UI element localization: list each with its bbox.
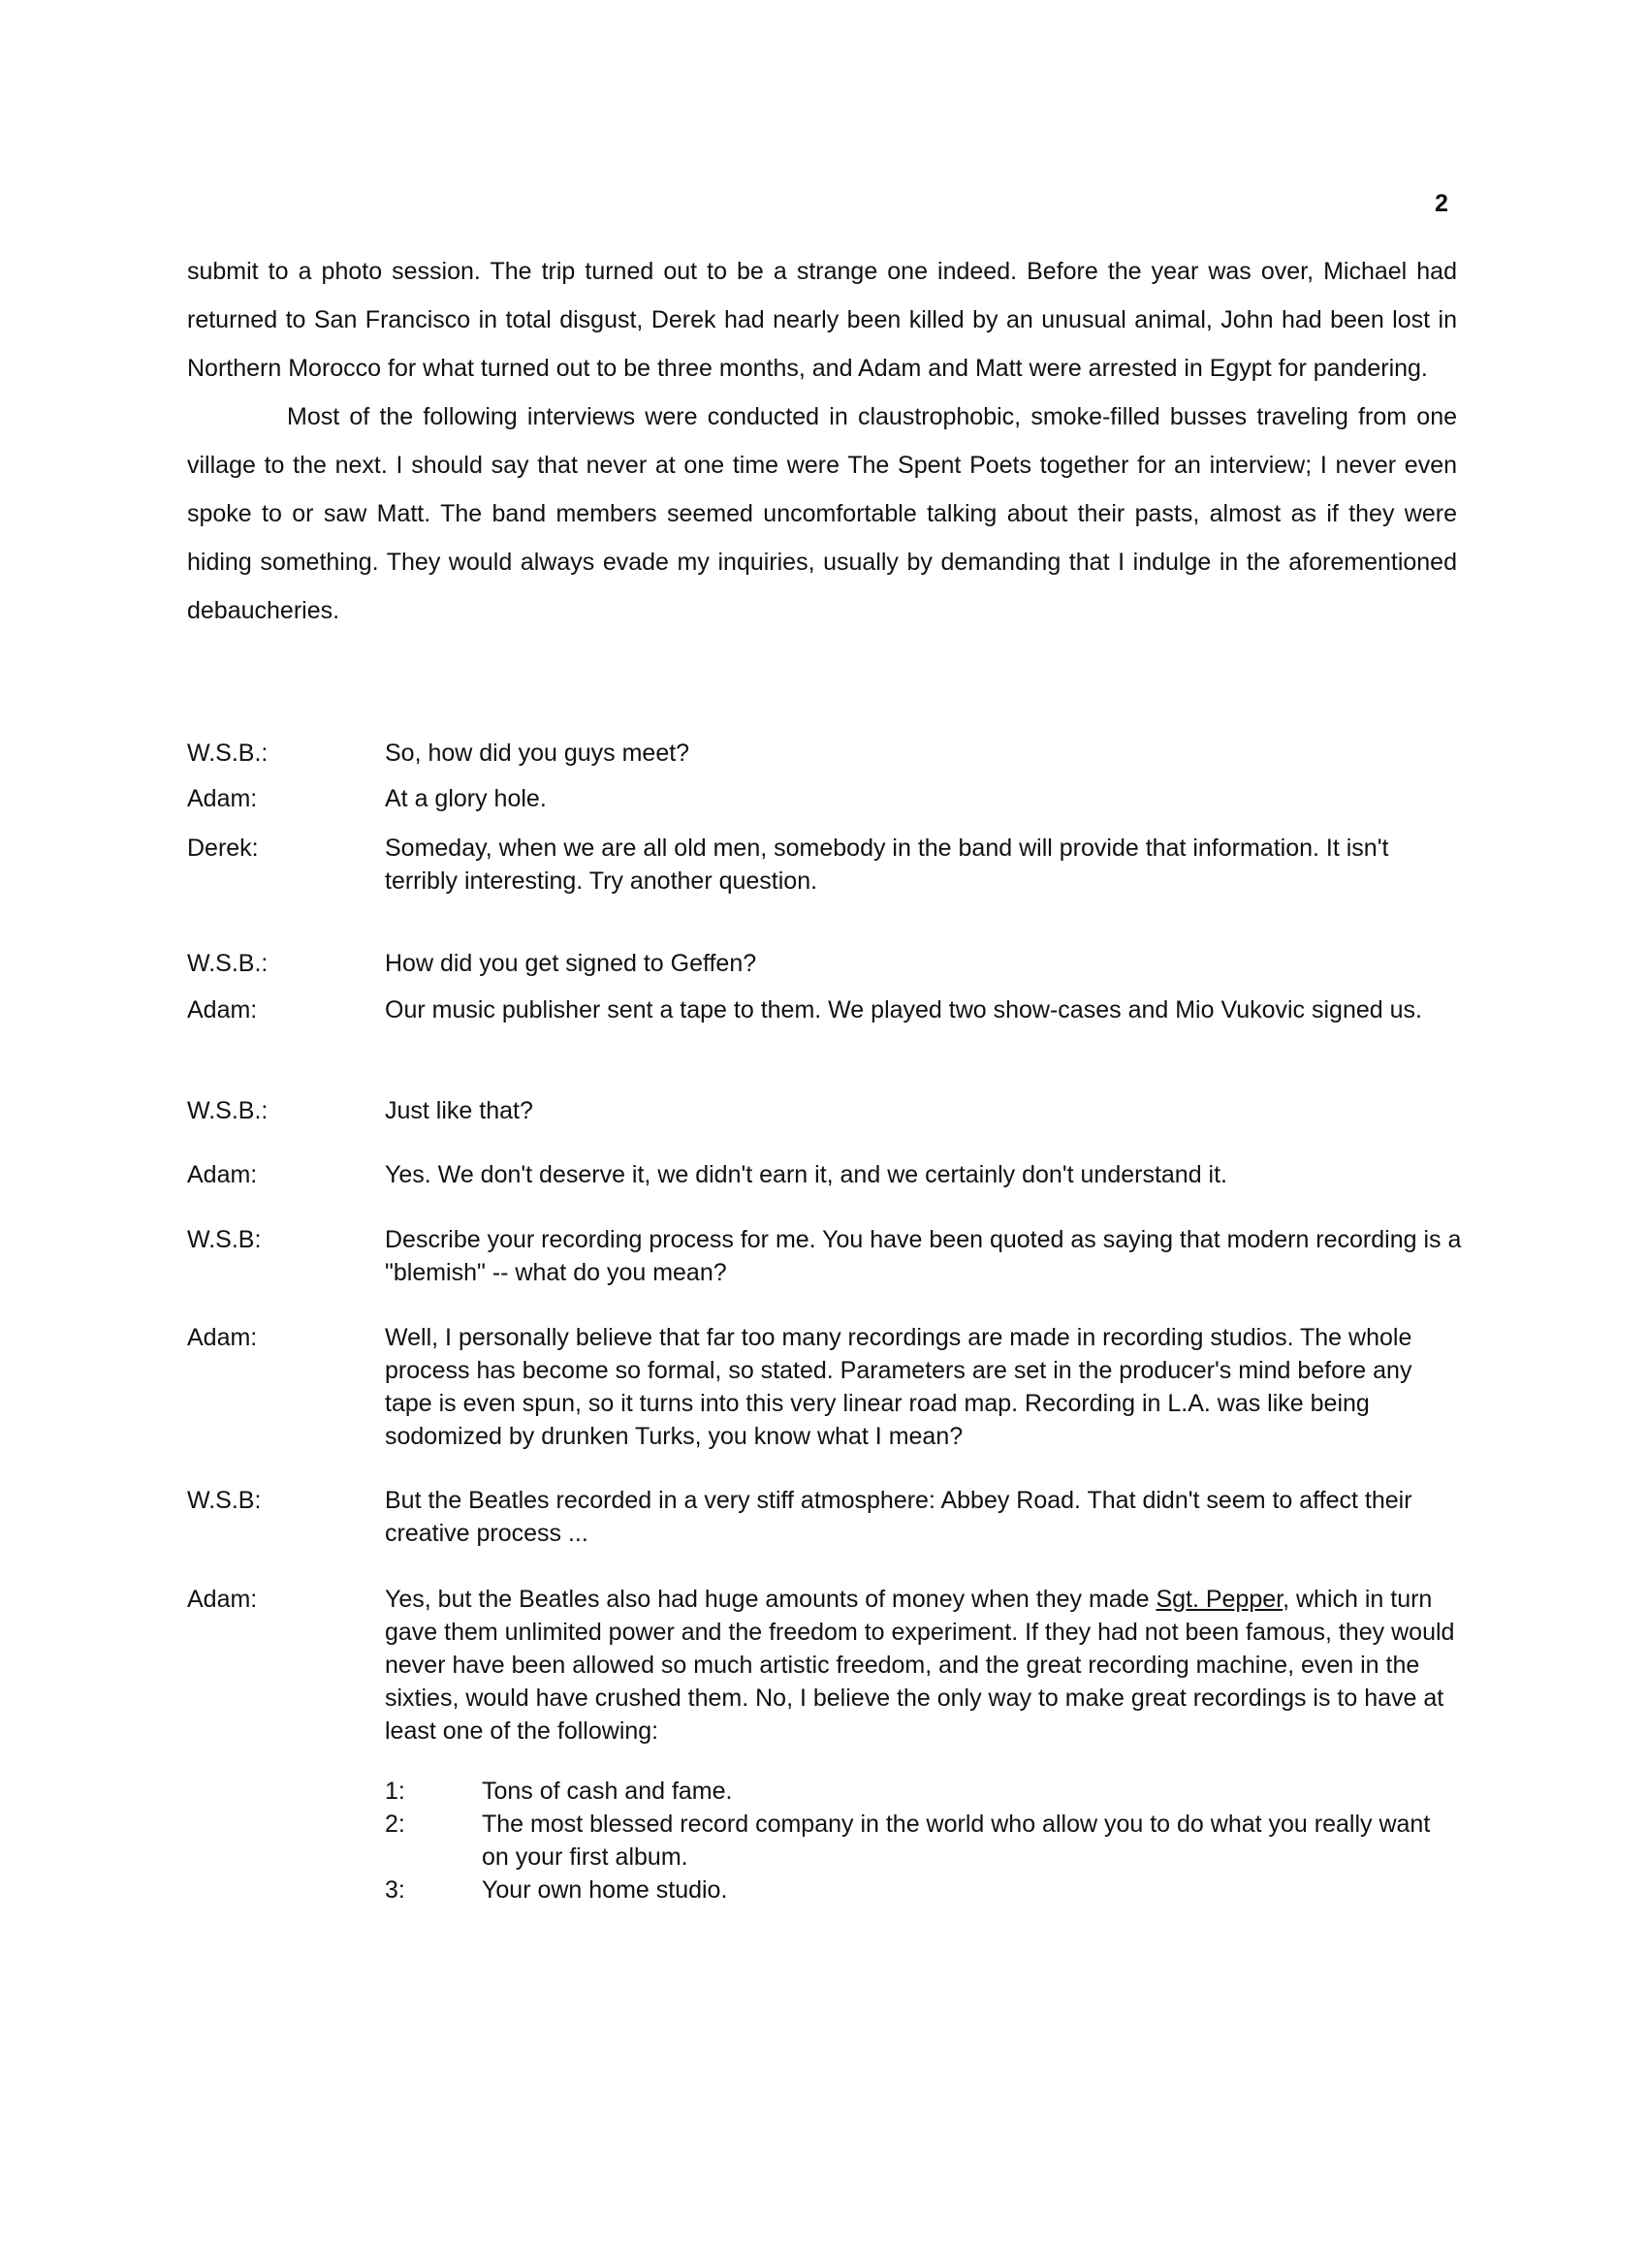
speaker-label: W.S.B.: <box>187 950 269 977</box>
qa-text: So, how did you guys meet? <box>385 740 690 767</box>
intro-text <box>187 247 1457 635</box>
qa-text-part: Yes, but the Beatles also had huge amounts of money when they made <box>385 1586 1157 1613</box>
qa-text <box>385 1583 1462 1748</box>
qa-text: But the Beatles recorded in a very stiff atmosphere: Abbey Road. That didn't seem to affect their creative process ... <box>385 1487 1412 1547</box>
speaker-label: Adam: <box>187 1586 258 1613</box>
list-text: Your own home studio. <box>482 1876 728 1904</box>
qa-text: Just like that? <box>385 1097 533 1124</box>
qa-text: How did you get signed to Geffen? <box>385 950 757 977</box>
list-number: 2: <box>385 1811 405 1838</box>
list-number: 3: <box>385 1876 405 1904</box>
speaker-label: W.S.B.: <box>187 1097 269 1124</box>
intro-paragraph-1: submit to a photo session. The trip turned out to be a strange one indeed. Before the year was over, Michael had returned to San Francisco in total disgust, Derek had nearly been killed by an unusual animal, John had been lost in Northern Morocco for what turned out to be three months, and Adam and Matt were arrested in Egypt for pandering. <box>187 258 1457 382</box>
qa-text: Describe your recording process for me. You have been quoted as saying that modern recording is a "blemish" -- what do you mean? <box>385 1226 1462 1286</box>
album-title: Sgt. Pepper <box>1156 1586 1284 1613</box>
qa-text: Our music publisher sent a tape to them. We played two show-cases and Mio Vukovic signed us. <box>385 996 1422 1024</box>
qa-text-part: , which in turn gave them unlimited power and the freedom to experiment. If they had not been famous, they would never have been allowed so much artistic freedom, and the great recording machine, even in the sixties, would have crushed them. No, I believe the only way to make great recordings is to have at least one of the following: <box>385 1586 1455 1745</box>
qa-text: Well, I personally believe that far too many recordings are made in recording studios. The whole process has become so formal, so stated. Parameters are set in the producer's mind before any tape is even spun, so it turns into this very linear road map. Recording in L.A. was like being sodomized by drunken Turks, you know what I mean? <box>385 1324 1412 1450</box>
speaker-label: W.S.B: <box>187 1487 262 1514</box>
page-number: 2 <box>1435 190 1448 217</box>
speaker-label: Adam: <box>187 1161 258 1188</box>
qa-text: At a glory hole. <box>385 785 547 812</box>
list-number: 1: <box>385 1778 405 1805</box>
speaker-label: W.S.B.: <box>187 740 269 767</box>
speaker-label: Adam: <box>187 996 258 1024</box>
intro-paragraph-2: Most of the following interviews were conducted in claustrophobic, smoke-filled busses traveling from one village to the next. I should say that never at one time were The Spent Poets together for an interview; I never even spoke to or saw Matt. The band members seemed uncomfortable talking about their pasts, almost as if they were hiding something. They would always evade my inquiries, usually by demanding that I indulge in the aforementioned debaucheries. <box>187 403 1457 624</box>
list-text: The most blessed record company in the world who allow you to do what you really want on your first album. <box>482 1811 1431 1871</box>
list-text: Tons of cash and fame. <box>482 1778 733 1805</box>
speaker-label: W.S.B: <box>187 1226 262 1253</box>
speaker-label: Derek: <box>187 835 259 862</box>
qa-text: Yes. We don't deserve it, we didn't earn it, and we certainly don't understand it. <box>385 1161 1227 1188</box>
speaker-label: Adam: <box>187 1324 258 1351</box>
qa-text: Someday, when we are all old men, somebody in the band will provide that information. It isn't terribly interesting. Try another question. <box>385 835 1389 895</box>
speaker-label: Adam: <box>187 785 258 812</box>
